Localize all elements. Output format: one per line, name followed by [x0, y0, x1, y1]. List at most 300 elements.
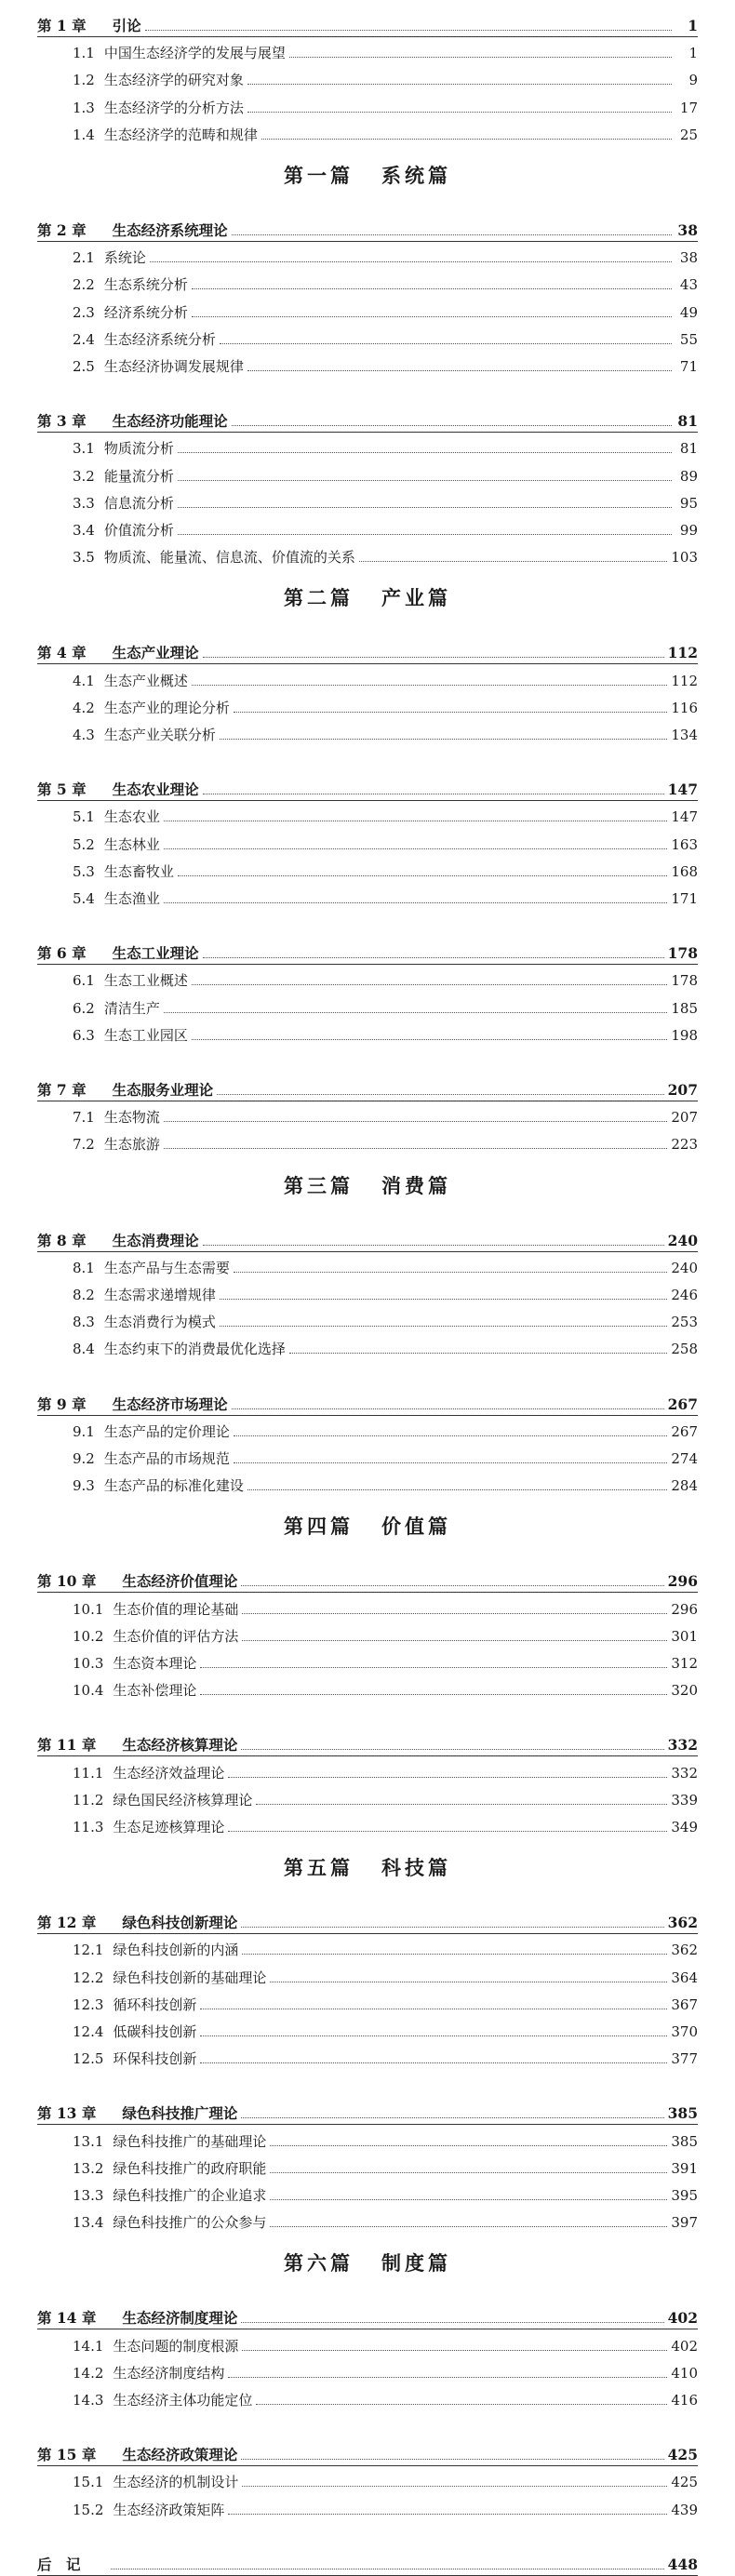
page-number: 425 [667, 2446, 698, 2464]
page-number: 240 [667, 1231, 698, 1249]
dot-leader [203, 1245, 664, 1246]
section-number: 8.3 [73, 1314, 95, 1331]
toc-section-row[interactable] [37, 2042, 698, 2068]
page-number: 332 [671, 1764, 698, 1782]
page-number: 178 [667, 944, 698, 963]
dot-leader [270, 2226, 667, 2227]
toc-section-row[interactable] [37, 800, 698, 826]
section-title: 生态产业的理论分析 [103, 699, 230, 716]
toc-section-row[interactable] [37, 1278, 698, 1304]
part-title: 消费篇 [381, 1173, 451, 1197]
section-title: 生态经济学的分析方法 [103, 99, 244, 116]
dot-leader [200, 2062, 667, 2063]
page-number: 410 [671, 2364, 698, 2382]
section-number: 10.2 [73, 1627, 104, 1645]
section-title: 经济系统分析 [103, 303, 188, 321]
dot-leader [241, 1927, 663, 1928]
toc-chapter-row[interactable] [37, 405, 698, 431]
section-title: 绿色科技推广的公众参与 [113, 2214, 267, 2232]
toc-section-row[interactable] [37, 296, 698, 322]
chapter-number: 第 9 章 [37, 1395, 87, 1413]
section-title: 生态农业 [103, 808, 160, 826]
dot-leader [164, 1148, 667, 1149]
dot-leader [228, 1777, 667, 1778]
part-heading [37, 582, 698, 614]
section-number: 14.2 [73, 2364, 104, 2382]
toc-section-row[interactable] [37, 241, 698, 267]
section-number: 12.2 [73, 1969, 104, 1986]
chapter-number: 第 7 章 [37, 1081, 87, 1099]
dot-leader [228, 2377, 667, 2378]
dot-leader [220, 343, 672, 344]
page-number: 89 [679, 467, 698, 485]
toc-section-row[interactable] [37, 1593, 698, 1619]
section-number: 3.1 [73, 440, 95, 458]
toc-section-row[interactable] [37, 118, 698, 144]
toc-section-row[interactable] [37, 2125, 698, 2151]
section-title: 绿色科技创新的内涵 [113, 1942, 239, 1959]
toc-section-row[interactable] [37, 2383, 698, 2409]
dot-leader [234, 1272, 667, 1273]
toc-section-row[interactable] [37, 1783, 698, 1809]
toc-chapter-row[interactable] [37, 2097, 698, 2123]
page-number: 320 [671, 1682, 698, 1700]
page-number: 284 [671, 1477, 698, 1495]
toc-section-row[interactable] [37, 1019, 698, 1045]
page-number: 207 [671, 1109, 698, 1127]
page-number: 274 [671, 1450, 698, 1467]
dot-leader [241, 2117, 663, 2118]
section-number: 2.2 [73, 276, 95, 294]
section-number: 5.4 [73, 890, 95, 907]
part-number: 第五篇 [284, 1856, 354, 1880]
section-title: 生态产业概述 [103, 672, 188, 689]
dot-leader [242, 1613, 667, 1614]
section-number: 12.4 [73, 2023, 104, 2040]
section-title: 生态产品的标准化建设 [103, 1477, 244, 1495]
page-number: 367 [671, 1995, 698, 2013]
toc-section-row[interactable] [37, 2206, 698, 2232]
chapter-number: 第 15 章 [37, 2446, 97, 2464]
toc-section-row[interactable] [37, 63, 698, 89]
section-title: 绿色科技推广的基础理论 [113, 2132, 267, 2150]
page-number: 147 [671, 808, 698, 826]
part-title: 系统篇 [381, 164, 451, 187]
section-title: 物质流分析 [103, 440, 174, 458]
toc-section-row[interactable] [37, 268, 698, 294]
page-number: 267 [671, 1422, 698, 1440]
chapter-title: 生态经济功能理论 [112, 412, 228, 431]
toc-section-row[interactable] [37, 1305, 698, 1331]
page-number: 267 [667, 1395, 698, 1413]
chapter-number: 第 13 章 [37, 2104, 97, 2123]
section-title: 生态资本理论 [113, 1655, 197, 1672]
chapter-title: 引论 [112, 17, 141, 34]
toc-section-row[interactable] [37, 1332, 698, 1358]
section-title: 生态经济系统分析 [103, 330, 216, 348]
toc-chapter-row[interactable] [37, 2438, 698, 2464]
section-title: 绿色科技创新的基础理论 [113, 1969, 267, 1986]
section-title: 绿色科技推广的企业追求 [113, 2187, 267, 2204]
section-title: 生态问题的制度根源 [113, 2337, 239, 2355]
dot-leader [289, 57, 672, 58]
toc-section-row[interactable] [37, 1101, 698, 1127]
section-title: 清洁生产 [103, 999, 160, 1017]
section-number: 2.5 [73, 358, 95, 375]
part-title: 制度篇 [381, 2251, 451, 2276]
section-number: 13.3 [73, 2187, 104, 2204]
page-number: 171 [671, 890, 698, 907]
dot-leader [200, 1667, 667, 1668]
section-number: 10.4 [73, 1682, 104, 1700]
chapter-number: 第 11 章 [37, 1736, 97, 1755]
dot-leader [217, 1094, 664, 1095]
section-title: 循环科技创新 [113, 1995, 197, 2013]
toc-section-row[interactable] [37, 882, 698, 908]
toc-section-row[interactable] [37, 1756, 698, 1782]
page-number: 71 [679, 358, 698, 375]
section-title: 生态需求递增规律 [103, 1287, 216, 1303]
dot-leader [270, 2145, 667, 2146]
chapter-title: 生态农业理论 [112, 781, 199, 799]
toc-chapter-row[interactable] [37, 2548, 698, 2574]
section-title: 生态旅游 [103, 1136, 160, 1154]
toc-chapter-row[interactable] [37, 1388, 698, 1414]
toc-chapter-row[interactable] [37, 773, 698, 799]
dot-leader [359, 561, 667, 562]
dot-leader [178, 452, 672, 453]
page-number: 81 [677, 412, 698, 431]
section-number: 11.1 [73, 1764, 104, 1782]
page-number: 339 [671, 1791, 698, 1809]
toc-section-row[interactable] [37, 664, 698, 690]
toc-section-row[interactable] [37, 1674, 698, 1700]
page-number: 17 [679, 99, 698, 116]
section-title: 生态产业关联分析 [103, 727, 216, 743]
section-number: 9.2 [73, 1450, 95, 1467]
dot-leader [241, 2459, 663, 2460]
page-number: 370 [671, 2023, 698, 2040]
dot-leader [203, 657, 664, 658]
toc-section-row[interactable] [37, 2015, 698, 2041]
dot-leader [164, 848, 667, 849]
dot-leader [241, 1749, 663, 1750]
toc-section-row[interactable] [37, 514, 698, 540]
toc-section-row[interactable] [37, 1933, 698, 1959]
dot-leader [270, 2199, 667, 2200]
chapter-number: 第 6 章 [37, 944, 87, 963]
toc-section-row[interactable] [37, 2356, 698, 2382]
toc-section-row[interactable] [37, 1620, 698, 1646]
part-heading [37, 1170, 698, 1202]
toc-section-row[interactable] [37, 2465, 698, 2491]
toc-section-row[interactable] [37, 1647, 698, 1673]
part-heading [37, 2248, 698, 2279]
chapter-number: 第 14 章 [37, 2309, 97, 2328]
section-title: 生态产品的定价理论 [103, 1422, 230, 1440]
page-number: 168 [671, 862, 698, 880]
section-number: 10.3 [73, 1655, 104, 1672]
page-number: 332 [667, 1736, 698, 1755]
page-number: 147 [667, 781, 698, 799]
part-number: 第一篇 [284, 164, 354, 187]
part-number: 第四篇 [284, 1515, 354, 1539]
page-number: 178 [671, 972, 698, 990]
chapter-number: 后 记 [37, 2555, 81, 2573]
toc-section-row[interactable] [37, 1251, 698, 1277]
section-number: 14.3 [73, 2392, 104, 2409]
section-number: 9.1 [73, 1422, 95, 1440]
page-number: 38 [677, 221, 698, 239]
page-number: 38 [679, 249, 698, 267]
toc-section-row[interactable] [37, 1469, 698, 1495]
section-title: 生态经济政策矩阵 [113, 2501, 225, 2518]
toc-section-row[interactable] [37, 992, 698, 1018]
section-title: 生态林业 [103, 835, 160, 853]
section-number: 11.3 [73, 1819, 104, 1835]
dot-leader [234, 1435, 667, 1436]
section-number: 3.3 [73, 494, 95, 512]
toc-section-row[interactable] [37, 828, 698, 854]
dot-leader [289, 1353, 667, 1354]
dot-leader [192, 1039, 667, 1040]
toc-chapter-row[interactable] [37, 1565, 698, 1591]
chapter-title: 生态消费理论 [112, 1231, 199, 1249]
section-title: 生态畜牧业 [103, 862, 174, 880]
chapter-title: 生态产业理论 [112, 644, 199, 662]
section-number: 15.1 [73, 2474, 104, 2491]
page-number: 116 [671, 699, 698, 716]
chapter-number: 第 12 章 [37, 1914, 97, 1932]
toc-section-row[interactable] [37, 460, 698, 486]
section-title: 中国生态经济学的发展与展望 [103, 45, 286, 62]
chapter-title: 绿色科技创新理论 [122, 1914, 238, 1932]
chapter-number: 第 5 章 [37, 781, 87, 799]
section-title: 生态约束下的消费最优化选择 [103, 1341, 286, 1358]
toc-section-row[interactable] [37, 1442, 698, 1468]
section-number: 6.3 [73, 1026, 95, 1044]
toc-chapter-row[interactable] [37, 214, 698, 240]
page-number: 95 [679, 494, 698, 512]
page-number: 258 [671, 1341, 698, 1358]
part-title: 科技篇 [381, 1856, 451, 1880]
dot-leader [164, 1121, 667, 1122]
section-title: 生态产品与生态需要 [103, 1259, 230, 1276]
section-number: 11.2 [73, 1791, 104, 1809]
section-title: 生态系统分析 [103, 276, 188, 294]
dot-leader [192, 685, 667, 686]
section-number: 5.3 [73, 862, 95, 880]
part-heading [37, 1852, 698, 1884]
dot-leader [228, 2514, 667, 2515]
section-number: 4.2 [73, 699, 95, 716]
page-number: 49 [679, 303, 698, 321]
section-title: 生态经济协调发展规律 [103, 358, 244, 375]
dot-leader [247, 1489, 667, 1490]
dot-leader [247, 84, 672, 85]
section-title: 生态足迹核算理论 [113, 1819, 225, 1835]
section-title: 生态价值的理论基础 [113, 1600, 239, 1618]
chapter-title: 绿色科技推广理论 [122, 2104, 238, 2123]
section-number: 12.5 [73, 2050, 104, 2068]
section-number: 6.1 [73, 972, 95, 990]
page-number: 240 [671, 1259, 698, 1276]
section-number: 15.2 [73, 2501, 104, 2518]
toc-chapter-row[interactable] [37, 1224, 698, 1250]
section-number: 5.1 [73, 808, 95, 826]
section-number: 5.2 [73, 835, 95, 853]
toc-section-row[interactable] [37, 2152, 698, 2178]
section-number: 3.5 [73, 549, 95, 567]
dot-leader [242, 2350, 667, 2351]
page-number: 362 [667, 1914, 698, 1932]
part-heading [37, 1511, 698, 1542]
dot-leader [192, 316, 672, 317]
page-number: 103 [671, 549, 698, 567]
toc-section-row[interactable] [37, 36, 698, 62]
dot-leader [241, 1585, 663, 1586]
section-number: 8.2 [73, 1287, 95, 1303]
toc-section-row[interactable] [37, 691, 698, 717]
dot-leader [192, 288, 672, 289]
section-title: 生态工业园区 [103, 1026, 188, 1044]
toc-section-row[interactable] [37, 323, 698, 349]
section-title: 生态经济学的范畴和规律 [103, 126, 258, 143]
section-title: 系统论 [103, 249, 146, 267]
page-number: 9 [688, 72, 698, 89]
dot-leader [256, 1804, 667, 1805]
page-number: 112 [667, 644, 698, 662]
section-number: 13.4 [73, 2214, 104, 2232]
section-number: 7.2 [73, 1136, 95, 1154]
section-title: 生态消费行为模式 [103, 1314, 216, 1331]
page-number: 1 [688, 17, 698, 34]
section-title: 生态经济的机制设计 [113, 2474, 239, 2491]
chapter-number: 第 8 章 [37, 1231, 87, 1249]
page-number: 25 [679, 126, 698, 143]
toc-section-row[interactable] [37, 1810, 698, 1836]
part-title: 产业篇 [381, 586, 451, 610]
toc-chapter-row[interactable] [37, 1074, 698, 1100]
section-title: 低碳科技创新 [113, 2023, 197, 2040]
section-number: 1.4 [73, 126, 95, 143]
page-number: 223 [671, 1136, 698, 1154]
toc-section-row[interactable] [37, 432, 698, 458]
toc-section-row[interactable] [37, 1415, 698, 1441]
page-number: 246 [671, 1287, 698, 1303]
toc-section-row[interactable] [37, 1988, 698, 2014]
section-title: 生态经济效益理论 [113, 1764, 225, 1782]
toc-section-row[interactable] [37, 718, 698, 744]
toc-section-row[interactable] [37, 1128, 698, 1154]
toc-section-row[interactable] [37, 2179, 698, 2205]
page-number: 349 [671, 1819, 698, 1835]
dot-leader [232, 425, 672, 426]
section-number: 4.3 [73, 727, 95, 743]
chapter-title: 生态经济核算理论 [122, 1736, 238, 1755]
toc-chapter-row[interactable] [37, 1728, 698, 1755]
dot-leader [178, 480, 672, 481]
section-title: 生态经济学的研究对象 [103, 72, 244, 89]
section-number: 7.1 [73, 1109, 95, 1127]
page-number: 385 [667, 2104, 698, 2123]
toc-chapter-row[interactable] [37, 1906, 698, 1932]
toc-section-row[interactable] [37, 964, 698, 990]
dot-leader [164, 902, 667, 903]
toc-chapter-row[interactable] [37, 2302, 698, 2328]
toc-section-row[interactable] [37, 350, 698, 376]
section-number: 13.2 [73, 2159, 104, 2177]
part-number: 第六篇 [284, 2251, 354, 2276]
toc-chapter-row[interactable] [37, 9, 698, 35]
chapter-number: 第 2 章 [37, 221, 87, 239]
section-number: 1.2 [73, 72, 95, 89]
toc-section-row[interactable] [37, 1961, 698, 1987]
page-number: 99 [679, 522, 698, 539]
page-number: 362 [671, 1942, 698, 1959]
toc-section-row[interactable] [37, 487, 698, 513]
toc-section-row[interactable] [37, 2493, 698, 2519]
page-number: 55 [679, 330, 698, 348]
dot-leader [234, 712, 667, 713]
section-number: 2.3 [73, 303, 95, 321]
part-number: 第三篇 [284, 1173, 354, 1197]
toc-section-row[interactable] [37, 2329, 698, 2356]
section-number: 8.1 [73, 1259, 95, 1276]
section-number: 3.4 [73, 522, 95, 539]
part-number: 第二篇 [284, 586, 354, 610]
dot-leader [232, 234, 672, 235]
page-number: 395 [671, 2187, 698, 2204]
page-number: 385 [671, 2132, 698, 2150]
dot-leader [242, 2486, 667, 2487]
section-title: 信息流分析 [103, 494, 174, 512]
chapter-number: 第 4 章 [37, 644, 87, 662]
part-title: 价值篇 [381, 1515, 451, 1539]
chapter-title: 生态工业理论 [112, 944, 199, 963]
chapter-title: 生态经济政策理论 [122, 2446, 238, 2464]
toc-section-row[interactable] [37, 855, 698, 881]
chapter-title: 生态经济价值理论 [122, 1572, 238, 1591]
section-title: 生态补偿理论 [113, 1682, 197, 1700]
dot-leader [242, 1640, 667, 1641]
toc-chapter-row[interactable] [37, 937, 698, 963]
chapter-title: 生态经济制度理论 [122, 2309, 238, 2328]
page-number: 402 [667, 2309, 698, 2328]
toc-chapter-row[interactable] [37, 636, 698, 662]
page-number: 296 [671, 1600, 698, 1618]
toc-section-row[interactable] [37, 541, 698, 567]
dot-leader [228, 1831, 667, 1832]
chapter-number: 第 1 章 [37, 17, 87, 34]
dot-leader [247, 112, 672, 113]
chapter-number: 第 3 章 [37, 412, 87, 431]
chapter-title: 生态经济系统理论 [112, 221, 228, 239]
dot-leader [247, 370, 672, 371]
toc-section-row[interactable] [37, 91, 698, 117]
dot-leader [241, 2322, 663, 2323]
section-title: 生态物流 [103, 1109, 160, 1127]
dot-leader [261, 139, 672, 140]
section-number: 14.1 [73, 2337, 104, 2355]
dot-leader [178, 875, 667, 876]
page-number: 134 [671, 727, 698, 743]
dot-leader [220, 1299, 667, 1300]
page-number: 377 [671, 2050, 698, 2068]
section-title: 环保科技创新 [113, 2050, 197, 2068]
section-title: 生态经济主体功能定位 [113, 2392, 253, 2409]
section-number: 12.3 [73, 1995, 104, 2013]
